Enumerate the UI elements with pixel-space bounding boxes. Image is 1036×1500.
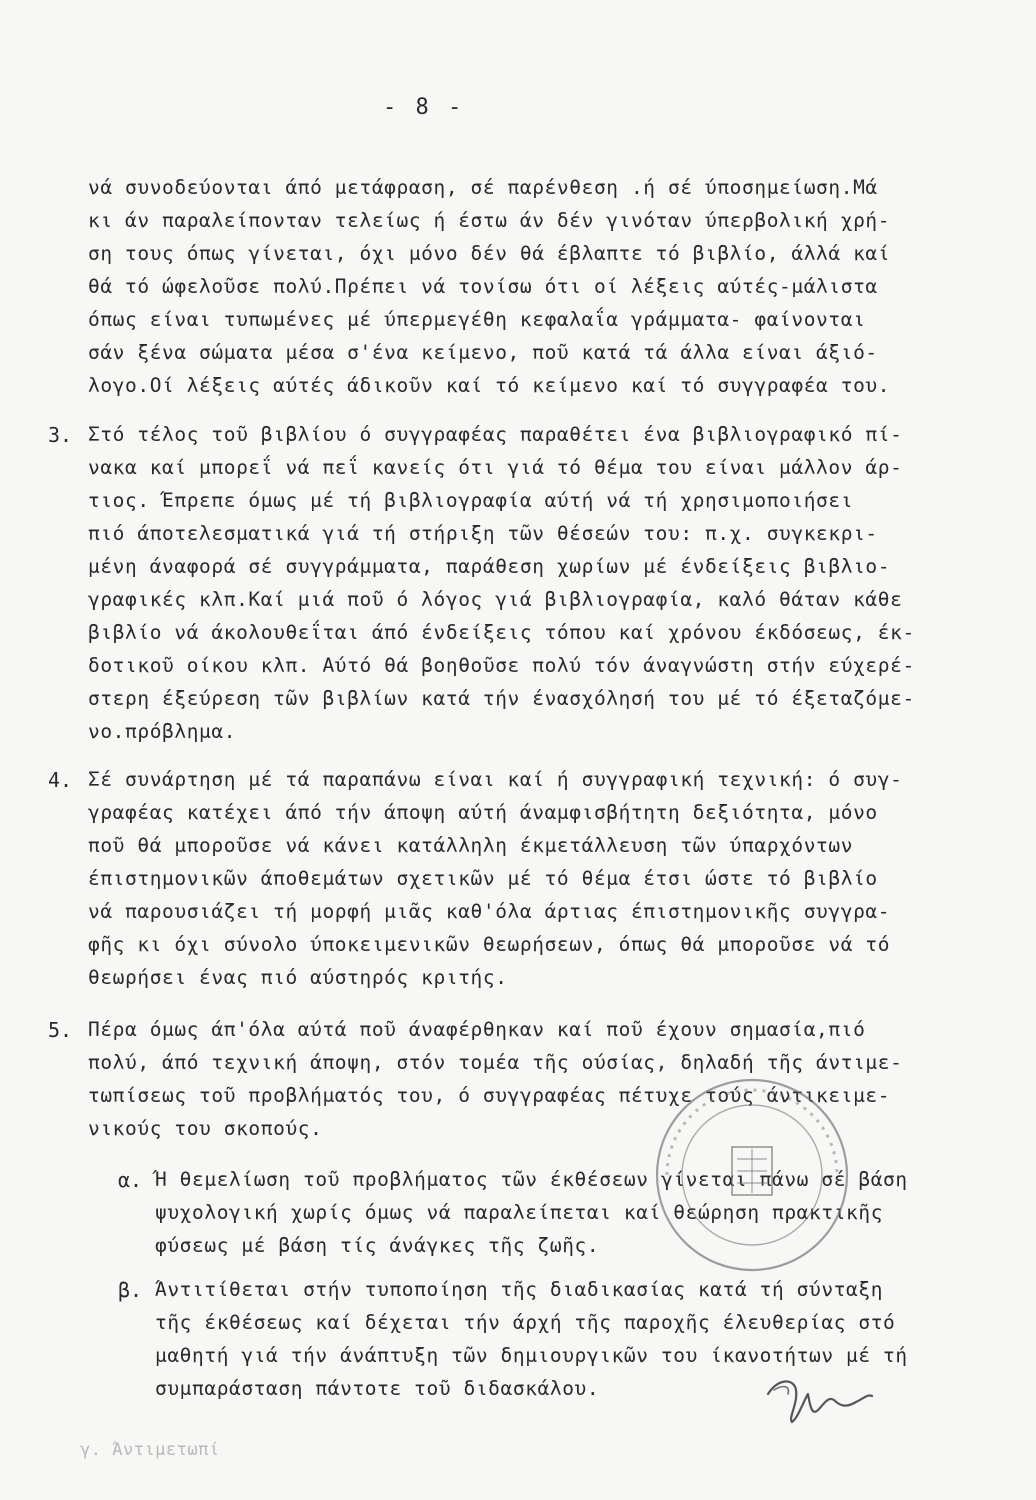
- text-line: σάν ξένα σώματα μέσα σ'ένα κείμενο, ποῦ κατά τά άλλα είναι άξιό-: [88, 341, 878, 364]
- section-number: 5.: [48, 1018, 73, 1042]
- text-line: δοτικοῦ οίκου κλπ. Αύτό θά βοηθοῦσε πολύ τόν άναγνώστη στήν εύχερέ-: [88, 654, 915, 677]
- text-line: γραφέας κατέχει άπό τήν άποψη αύτή άναμφισβήτητη δεξιότητα, μόνο: [88, 801, 878, 824]
- text-line: ποῦ θά μποροῦσε νά κάνει κατάλληλη έκμετάλλευση τῶν ύπαρχόντων: [88, 834, 854, 857]
- handwritten-signature: [760, 1360, 880, 1430]
- text-line: ψυχολογική χωρίς όμως νά παραλείπεται καί θεώρηση πρακτικῆς: [155, 1201, 884, 1224]
- text-line: φύσεως μέ βάση τίς άνάγκες τῆς ζωῆς.: [155, 1234, 600, 1257]
- text-line: νά παρουσιάζει τή μορφή μιᾶς καθ'όλα άρτιας έπιστημονικῆς συγγρα-: [88, 900, 891, 923]
- text-line: θά τό ώφελοῦσε πολύ.Πρέπει νά τονίσω ότι οί λέξεις αύτές-μάλιστα: [88, 275, 878, 298]
- official-stamp: [637, 1075, 867, 1275]
- section-number: 3.: [48, 423, 73, 447]
- text-line: πιό άποτελεσματικά γιά τή στήριξη τῶν θέσεών του: π.χ. συγκεκρι-: [88, 522, 878, 545]
- text-line: πολύ, άπό τεχνική άποψη, στόν τομέα τῆς ούσίας, δηλαδή τῆς άντιμε-: [88, 1051, 903, 1074]
- text-line: βιβλίο νά άκολουθεΐται άπό ένδείξεις τόπου καί χρόνου έκδόσεως, έκ-: [88, 621, 915, 644]
- text-line: ση τους όπως γίνεται, όχι μόνο δέν θά έβλαπτε τό βιβλίο, άλλά καί: [88, 242, 891, 265]
- text-line: λογο.Οί λέξεις αύτές άδικοῦν καί τό κείμενο καί τό συγγραφέα του.: [88, 374, 891, 397]
- text-line: τιος. Έπρεπε όμως μέ τή βιβλιογραφία αύτή νά τή χρησιμοποιήσει: [88, 489, 854, 512]
- next-item-fragment: γ. Άντιμετωπί: [80, 1440, 220, 1460]
- text-line: θεωρήσει ένας πιό αύστηρός κριτής.: [88, 966, 508, 989]
- subsection-letter: β.: [118, 1278, 143, 1302]
- text-line: νο.πρόβλημα.: [88, 720, 237, 743]
- text-line: Ή θεμελίωση τοῦ προβλήματος τῶν έκθέσεων γίνεται πάνω σέ βάση: [155, 1168, 908, 1191]
- text-line: κι άν παραλείπονταν τελείως ή έστω άν δέν γινόταν ύπερβολική χρή-: [88, 209, 891, 232]
- text-line: Πέρα όμως άπ'όλα αύτά ποῦ άναφέρθηκαν καί ποῦ έχουν σημασία,πιό: [88, 1018, 866, 1041]
- text-line: συμπαράσταση πάντοτε τοῦ διδασκάλου.: [155, 1377, 600, 1400]
- text-line: μένη άναφορά σέ συγγράμματα, παράθεση χωρίων μέ ένδείξεις βιβλιο-: [88, 555, 891, 578]
- text-line: φῆς κι όχι σύνολο ύποκειμενικῶν θεωρήσεων, όπως θά μποροῦσε νά τό: [88, 933, 891, 956]
- text-line: όπως είναι τυπωμένες μέ ύπερμεγέθη κεφαλαΐα γράμματα- φαίνονται: [88, 308, 866, 331]
- text-line: τῆς έκθέσεως καί δέχεται τήν άρχή τῆς παροχῆς έλευθερίας στό: [155, 1311, 896, 1334]
- text-line: μαθητή γιά τήν άνάπτυξη τῶν δημιουργικῶν του ίκανοτήτων μέ τή: [155, 1344, 908, 1367]
- text-line: νικούς του σκοπούς.: [88, 1117, 323, 1140]
- text-line: Άντιτίθεται στήν τυποποίηση τῆς διαδικασίας κατά τή σύνταξη: [155, 1278, 884, 1301]
- text-line: νακα καί μπορεΐ νά πεΐ κανείς ότι γιά τό θέμα του είναι μάλλον άρ-: [88, 456, 903, 479]
- text-line: νά συνοδεύονται άπό μετάφραση, σέ παρένθεση .ή σέ ύποσημείωση.Μά: [88, 176, 878, 199]
- text-line: τωπίσεως τοῦ προβλήματός του, ό συγγραφέας πέτυχε τούς άντικειμε-: [88, 1084, 891, 1107]
- text-line: Σέ συνάρτηση μέ τά παραπάνω είναι καί ή συγγραφική τεχνική: ό συγ-: [88, 768, 903, 791]
- section-number: 4.: [48, 768, 73, 792]
- text-line: στερη έξεύρεση τῶν βιβλίων κατά τήν ένασχόλησή του μέ τό έξεταζόμε-: [88, 687, 915, 710]
- subsection-letter: α.: [118, 1168, 143, 1192]
- text-line: γραφικές κλπ.Καί μιά ποῦ ό λόγος γιά βιβλιογραφία, καλό θάταν κάθε: [88, 588, 903, 611]
- page-number: - 8 -: [383, 95, 465, 120]
- text-line: Στό τέλος τοῦ βιβλίου ό συγγραφέας παραθέτει ένα βιβλιογραφικό πί-: [88, 423, 903, 446]
- text-line: έπιστημονικῶν άποθεμάτων σχετικῶν μέ τό θέμα έτσι ώστε τό βιβλίο: [88, 867, 878, 890]
